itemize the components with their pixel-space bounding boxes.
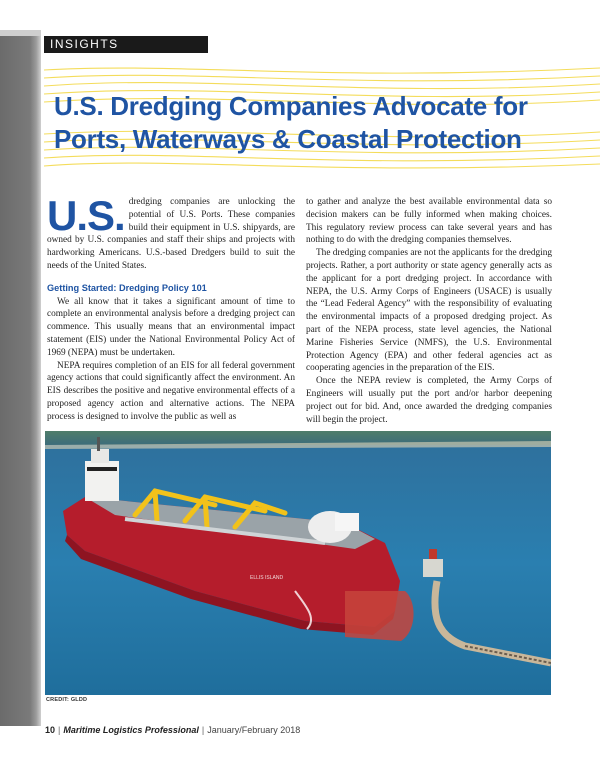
footer-separator: | xyxy=(58,725,61,735)
photo-credit: CREDIT: GLDD xyxy=(46,697,88,703)
paragraph: The dredging companies are not the applicants for the dredging projects. Rather, a port authority or state agency generally acts as the applicant for a port dredging project. In accordance with NEPA, the U.S. Army Corps of Engineers (USACE) is usually the “Lead Federal Agency” with the responsibility of evaluating the environmental impacts of a proposed dredging project. As part of the NEPA process, state level agencies, the National Marine Fisheries Service (NMFS), the U.S. Environmental Protection Agency (EPA) and other federal agencies act as cooperating agencies in the preparation of the EIS. xyxy=(306,248,552,374)
intro-paragraph xyxy=(47,192,295,273)
page-edge-strip xyxy=(0,36,41,726)
article-headline xyxy=(54,90,594,156)
article-column-1 xyxy=(47,192,295,424)
section-label: INSIGHTS xyxy=(44,36,208,53)
paragraph: NEPA requires completion of an EIS for all federal government agency actions that could significantly affect the environment. An EIS describes the positive and negative environmental effects of a proposed agency action and alternative actions. The NEPA process is designed to involve the public as well as xyxy=(47,360,295,422)
page-footer xyxy=(45,725,300,735)
page-number: 10 xyxy=(45,725,56,735)
paragraph: to gather and analyze the best available environmental data so decision makers can be fully informed when making choices. This regulatory review process can take several years and has nothing to do with the dredging companies themselves. xyxy=(306,197,552,246)
footer-separator: | xyxy=(201,725,205,735)
issue-date: January/February 2018 xyxy=(207,725,301,735)
ship-name-label: ELLIS ISLAND xyxy=(250,575,284,581)
headline-line-1: U.S. Dredging Companies Advocate for xyxy=(54,91,528,121)
dredger-photo xyxy=(45,431,551,695)
article-column-2 xyxy=(306,196,552,426)
section-subhead: Getting Started: Dredging Policy 101 xyxy=(47,282,207,293)
drop-cap: U.S. xyxy=(47,192,125,239)
magazine-name: Maritime Logistics Professional xyxy=(63,725,199,735)
paragraph: We all know that it takes a significant amount of time to complete an environmental analysis before a dredging project can commence. This usually means that an environmental impact statement (EIS) under the National Environmental Policy Act of 1969 (NEPA) must be undertaken. xyxy=(47,296,295,358)
dredger-illustration xyxy=(45,431,551,695)
intro-text: dredging companies are unlocking the potential of U.S. Ports. These companies build their equipment in U.S. shipyards, are owned by U.S. companies and staff their ships and projects with hardworking Americans. U.S.-based Dredgers build to suit the needs of the United States. xyxy=(47,197,295,271)
paragraph: Once the NEPA review is completed, the Army Corps of Engineers will usually put the port and/or harbor deepening project out for bid. And, once awarded the dredging companies will begin the project. xyxy=(306,376,552,425)
headline-line-2: Ports, Waterways & Coastal Protection xyxy=(54,124,522,154)
